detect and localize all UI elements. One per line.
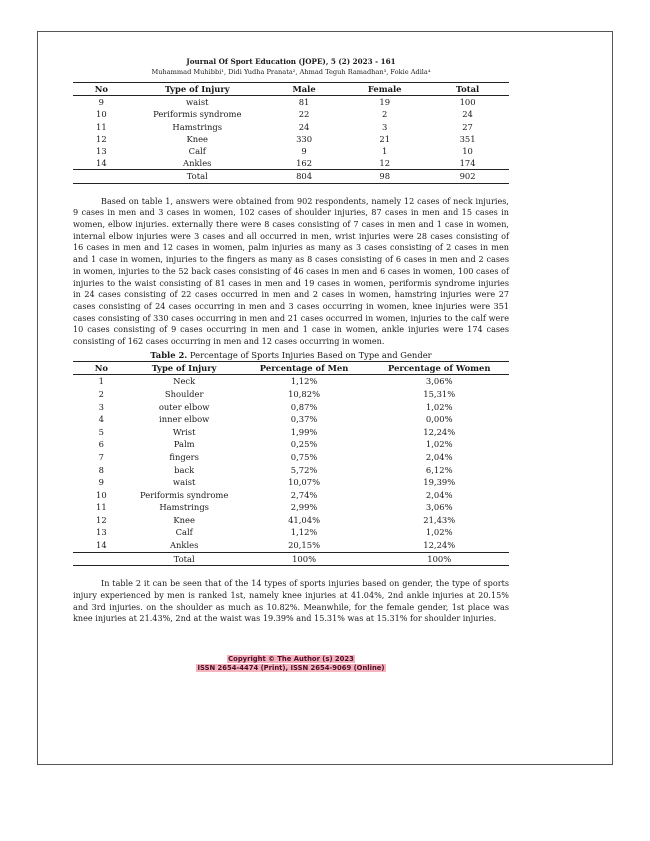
table-cell: 3,06%	[425, 376, 453, 387]
table-row	[73, 539, 509, 552]
table-cell: Ankles	[169, 540, 199, 551]
table-row	[73, 401, 509, 414]
table-cell: 4	[98, 414, 104, 425]
table-cell: Hamstrings	[159, 502, 209, 513]
table-row	[73, 438, 509, 451]
table-cell: 21	[379, 133, 391, 144]
total-cell: 100%	[427, 553, 452, 564]
table-cell: 0,37%	[290, 414, 318, 425]
table-cell: 1,99%	[290, 426, 318, 437]
table-cell: 24	[298, 121, 310, 132]
table-row	[73, 375, 509, 388]
table-cell: Shoulder	[164, 388, 204, 399]
table-cell: 351	[459, 133, 476, 144]
total-row	[73, 552, 509, 566]
table-cell: 15,31%	[423, 388, 456, 399]
table-cell: Ankles	[183, 158, 212, 169]
column-header: Type of Injury	[151, 362, 217, 373]
table-row	[73, 501, 509, 514]
table-cell: 21,43%	[423, 514, 456, 525]
table-cell: 20,15%	[288, 540, 321, 551]
table-cell: 2,99%	[290, 502, 318, 513]
table-cell: 10	[462, 146, 473, 157]
table-cell: 0,00%	[425, 414, 453, 425]
table-cell: 1,02%	[425, 401, 453, 412]
table-cell: 0,75%	[290, 451, 318, 462]
column-header: No	[94, 362, 108, 373]
column-header: Male	[292, 84, 316, 94]
table-cell: Hamstrings	[172, 121, 223, 132]
table-row	[73, 464, 509, 477]
table-cell: 1	[382, 146, 388, 157]
table-cell: 12	[96, 133, 107, 144]
table-cell: Palm	[173, 439, 195, 450]
table-row	[73, 451, 509, 464]
table-cell: 2,74%	[290, 489, 318, 500]
table-row	[73, 526, 509, 539]
table-cell: 13	[96, 146, 107, 157]
table-cell: 162	[296, 158, 313, 169]
table-cell: 9	[98, 477, 104, 488]
table-cell: fingers	[169, 451, 199, 462]
table-cell: 19,39%	[423, 477, 456, 488]
total-cell: 98	[379, 171, 391, 182]
table-cell: 1,02%	[425, 527, 453, 538]
table-cell: 12,24%	[423, 426, 456, 437]
table-cell: 24	[462, 109, 473, 120]
issn-text: ISSN 2654-4474 (Print), ISSN 2654-9069 (Online)	[197, 664, 385, 673]
table-cell: Periformis syndrome	[153, 109, 242, 120]
table-cell: 22	[298, 109, 310, 120]
table-cell: 2,04%	[425, 451, 453, 462]
table-cell: 41,04%	[288, 514, 321, 525]
caption-label: Table 2.	[150, 349, 188, 360]
table-cell: 3,06%	[425, 502, 453, 513]
table-cell: Neck	[173, 376, 196, 387]
table-cell: 10	[96, 489, 107, 500]
paragraph-table2-discussion: In table 2 it can be seen that of the 14 types of sports injuries based on gender, the type of sports injury experienced by men is ranked 1st, namely knee injuries at 41.04%, 2nd ankle injuries at 20.15% and 3rd injuries. on the shoulder as much as 10.82%. Meanwhile, for the female gender, 1st place was knee injuries at 21.43%, 2nd at the waist was 19.39% and 15.31% was at 15.31% for shoulder injuries.	[73, 578, 509, 624]
table-cell: Calf	[188, 146, 206, 157]
caption-text: Percentage of Sports Injuries Based on Type and Gender	[187, 349, 432, 360]
table-cell: 3	[98, 401, 104, 412]
table-cell: Knee	[186, 133, 209, 144]
table-cell: 11	[96, 502, 107, 513]
copyright-footer	[73, 655, 509, 673]
table-2-caption	[73, 350, 509, 361]
table-cell: waist	[172, 477, 196, 488]
table-cell: 10	[96, 109, 107, 120]
table-cell: 14	[96, 158, 107, 169]
table-cell: 12,24%	[423, 540, 456, 551]
column-header: No	[94, 84, 108, 94]
table-1-header	[73, 83, 509, 96]
table-cell: 1	[98, 376, 104, 387]
table-cell: 5,72%	[290, 464, 318, 475]
table-cell: Knee	[173, 514, 195, 525]
table-row	[73, 108, 509, 120]
table-cell: 9	[301, 146, 307, 157]
table-cell: 12	[379, 158, 391, 169]
table-cell: 1,12%	[290, 376, 318, 387]
table-cell: Calf	[175, 527, 193, 538]
table-row	[73, 145, 509, 157]
table-cell: 174	[459, 158, 476, 169]
table-row	[73, 388, 509, 401]
column-header: Percentage of Women	[388, 362, 491, 373]
table-cell: back	[174, 464, 195, 475]
total-cell: 902	[459, 171, 476, 182]
table-cell: outer elbow	[158, 401, 210, 412]
table-cell: 10,07%	[288, 477, 321, 488]
table-cell: 9	[98, 97, 104, 108]
total-cell	[73, 552, 130, 566]
page-content	[73, 57, 509, 673]
column-header: Total	[455, 84, 480, 94]
table-row	[73, 157, 509, 170]
table-1	[73, 82, 509, 184]
table-cell: 6	[98, 439, 104, 450]
table-cell: 0,87%	[290, 401, 318, 412]
table-row	[73, 426, 509, 439]
table-cell: 8	[98, 464, 104, 475]
table-row	[73, 489, 509, 502]
table-row	[73, 133, 509, 145]
table-cell: 14	[96, 540, 107, 551]
table-cell: 0,25%	[290, 439, 318, 450]
total-cell: 100%	[292, 553, 317, 564]
page-header	[73, 57, 509, 77]
author-list: Muhammad Muhibbi¹, Didi Yudha Pranata², Ahmad Teguh Ramadhan³, Fokie Adila⁴	[151, 68, 431, 76]
table-cell: 2,04%	[425, 489, 453, 500]
table-row	[73, 121, 509, 133]
total-cell: Total	[186, 171, 208, 182]
table-cell: 10,82%	[288, 388, 321, 399]
journal-title: Journal Of Sport Education (JOPE), 5 (2) 2023 - 161	[186, 57, 396, 66]
column-header: Percentage of Men	[259, 362, 349, 373]
table-cell: 1,12%	[290, 527, 318, 538]
table-2-header	[73, 361, 509, 375]
copyright-text: Copyright © The Author (s) 2023	[228, 655, 354, 664]
total-cell	[73, 170, 130, 183]
table-cell: Periformis syndrome	[139, 489, 229, 500]
table-cell: 19	[379, 97, 391, 108]
table-cell: 2	[382, 109, 388, 120]
table-cell: 3	[382, 121, 388, 132]
total-cell: Total	[173, 553, 195, 564]
table-cell: 330	[296, 133, 313, 144]
column-header: Female	[367, 84, 402, 94]
table-cell: 81	[298, 97, 310, 108]
table-cell: 1,02%	[425, 439, 453, 450]
table-cell: 6,12%	[425, 464, 453, 475]
table-cell: 100	[459, 97, 476, 108]
table-row	[73, 476, 509, 489]
table-cell: waist	[185, 97, 209, 108]
table-cell: inner elbow	[159, 414, 210, 425]
table-row	[73, 514, 509, 527]
table-row	[73, 96, 509, 109]
table-cell: Wrist	[172, 426, 196, 437]
table-cell: 11	[96, 121, 107, 132]
table-cell: 13	[96, 527, 107, 538]
table-cell: 27	[462, 121, 473, 132]
table-2	[73, 361, 509, 567]
total-cell: 804	[296, 171, 313, 182]
table-cell: 5	[98, 426, 104, 437]
table-row	[73, 413, 509, 426]
column-header: Type of Injury	[164, 84, 230, 94]
total-row	[73, 170, 509, 183]
table-cell: 12	[96, 514, 107, 525]
table-cell: 2	[98, 388, 104, 399]
table-cell: 7	[98, 451, 104, 462]
paragraph-table1-discussion: Based on table 1, answers were obtained from 902 respondents, namely 12 cases of neck injuries, 9 cases in men and 3 cases in women, 102 cases of shoulder injuries, 87 cases in men and 15 cases in women, elbow injuries. externally there were 8 cases consisting of 7 cases in men and 1 case in women, internal elbow injuries were 3 cases and all occurred in men, wrist injuries were 28 cases consisting of 16 cases in men and 12 cases in women, palm injuries as many as 3 cases consisting of 2 cases in men and 1 case in women, injuries to the fingers as many as 8 cases consisting of 6 cases in men and 2 cases in women, injuries to the 52 back cases consisting of 46 cases in men and 6 cases in women, 100 cases of injuries to the waist consisting of 81 cases in men and 19 cases in women, periformis syndrome injuries in 24 cases consisting of 22 cases occurred in men and 2 cases in women, hamstring injuries were 27 cases consisting of 24 cases occurring in men and 3 cases occurring in women, knee injuries were 351 cases consisting of 330 cases occurring in men and 21 cases occurred in women, injuries to the calf were 10 cases consisting of 9 cases occurring in men and 1 case in women, ankle injuries were 174 cases consisting of 162 cases occurring in men and 12 cases occurring in women.	[73, 195, 509, 347]
